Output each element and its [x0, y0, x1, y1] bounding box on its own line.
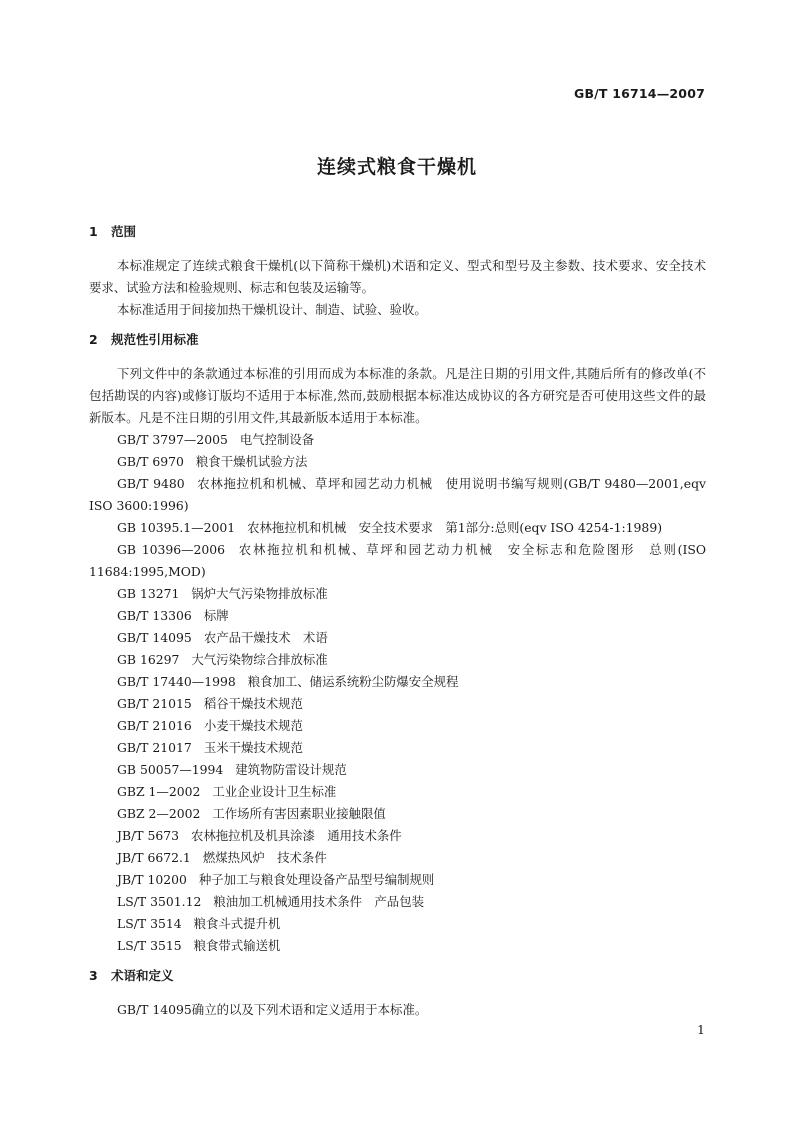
section-3-heading [89, 965, 706, 987]
standard-code: GB/T 16714—2007 [573, 86, 705, 101]
reference-code: GBZ 1—2002 [117, 784, 201, 799]
reference-title: 玉米干燥技术规范 [203, 740, 303, 755]
reference-title: 电气控制设备 [239, 432, 315, 447]
reference-item [89, 759, 706, 781]
reference-code: GBZ 2—2002 [117, 806, 201, 821]
reference-item [89, 715, 706, 737]
reference-code: GB/T 14095 [117, 630, 192, 645]
reference-item [89, 869, 706, 891]
paragraph: 下列文件中的条款通过本标准的引用而成为本标准的条款。凡是注日期的引用文件,其随后所有的修改单(不包括勘误的内容)或修订版均不适用于本标准,然而,鼓励根据本标准达成协议的各方研究是否可使用这些文件的最新版本。凡是不注日期的引用文件,其最新版本适用于本标准。 [89, 366, 706, 425]
reference-code: GB 16297 [117, 652, 180, 667]
document-body [89, 221, 706, 1021]
reference-code: JB/T 10200 [117, 872, 187, 887]
reference-title: 粮食斗式提升机 [193, 916, 281, 931]
reference-code: GB/T 17440—1998 [117, 674, 236, 689]
reference-item [89, 473, 706, 517]
reference-code: LS/T 3514 [117, 916, 182, 931]
reference-title: 建筑物防雷设计规范 [235, 762, 347, 777]
reference-code: GB 50057—1994 [117, 762, 224, 777]
reference-title: 粮油加工机械通用技术条件 产品包装 [213, 894, 424, 909]
reference-item [89, 781, 706, 803]
reference-code: JB/T 6672.1 [117, 850, 191, 865]
document-title: 连续式粮食干燥机 [316, 156, 477, 178]
section-title: 范围 [111, 224, 137, 239]
reference-item [89, 539, 706, 583]
reference-code: GB/T 6970 [117, 454, 184, 469]
reference-title: 粮食带式输送机 [193, 938, 281, 953]
reference-item [89, 517, 706, 539]
paragraph: 本标准适用于间接加热干燥机设计、制造、试验、验收。 [117, 302, 427, 317]
paragraph: 本标准规定了连续式粮食干燥机(以下简称干燥机)术语和定义、型式和型号及主参数、技术要求、安全技术要求、试验方法和检验规则、标志和包装及运输等。 [89, 258, 706, 295]
reference-title: 锅炉大气污染物排放标准 [191, 586, 328, 601]
reference-code: GB/T 3797—2005 [117, 432, 228, 447]
reference-item [89, 649, 706, 671]
reference-title: 农林拖拉机和机械、草坪和园艺动力机械 使用说明书编写规则(GB/T 9480—2001,eqv ISO 3600:1996) [89, 476, 707, 513]
section-number: 2 [89, 332, 98, 347]
section-1-heading [89, 221, 706, 243]
reference-title: 稻谷干燥技术规范 [203, 696, 303, 711]
reference-code: GB/T 21017 [117, 740, 192, 755]
section-title: 规范性引用标准 [111, 332, 199, 347]
normative-reference-list [89, 429, 706, 957]
reference-title: 小麦干燥技术规范 [203, 718, 303, 733]
reference-title: 农林拖拉机和机械、草坪和园艺动力机械 安全标志和危险图形 总则(ISO 11684:1995,MOD) [89, 542, 706, 579]
reference-title: 粮食加工、储运系统粉尘防爆安全规程 [247, 674, 459, 689]
reference-item [89, 891, 706, 913]
reference-title: 农林拖拉机及机具涂漆 通用技术条件 [190, 828, 402, 843]
reference-title: 工业企业设计卫生标准 [212, 784, 337, 799]
reference-item [89, 737, 706, 759]
reference-title: 农产品干燥技术 术语 [203, 630, 328, 645]
reference-code: GB 10396—2006 [117, 542, 226, 557]
section-2-heading [89, 329, 706, 351]
section-number: 1 [89, 224, 98, 239]
reference-title: 标牌 [203, 608, 229, 623]
reference-item [89, 825, 706, 847]
reference-code: LS/T 3501.12 [117, 894, 202, 909]
reference-code: GB 13271 [117, 586, 180, 601]
reference-title: 大气污染物综合排放标准 [191, 652, 328, 667]
reference-title: 粮食干燥机试验方法 [195, 454, 308, 469]
reference-title: 燃煤热风炉 技术条件 [202, 850, 327, 865]
section-title: 术语和定义 [111, 968, 174, 983]
reference-item [89, 913, 706, 935]
reference-item [89, 847, 706, 869]
reference-item [89, 803, 706, 825]
paragraph: GB/T 14095确立的以及下列术语和定义适用于本标准。 [117, 1002, 428, 1017]
reference-title: 农林拖拉机和机械 安全技术要求 第1部分:总则(eqv ISO 4254-1:1989) [247, 520, 663, 535]
reference-item [89, 429, 706, 451]
reference-item [89, 605, 706, 627]
reference-code: LS/T 3515 [117, 938, 182, 953]
reference-code: GB/T 21016 [117, 718, 192, 733]
reference-code: GB 10395.1—2001 [117, 520, 236, 535]
reference-code: JB/T 5673 [117, 828, 179, 843]
reference-code: GB/T 13306 [117, 608, 192, 623]
reference-code: GB/T 21015 [117, 696, 192, 711]
reference-item [89, 935, 706, 957]
reference-item [89, 627, 706, 649]
page-number: 1 [697, 1022, 705, 1037]
reference-item [89, 671, 706, 693]
reference-item [89, 583, 706, 605]
reference-code: GB/T 9480 [117, 476, 185, 491]
reference-title: 种子加工与粮食处理设备产品型号编制规则 [198, 872, 435, 887]
section-number: 3 [89, 968, 98, 983]
reference-item [89, 451, 706, 473]
reference-item [89, 693, 706, 715]
reference-title: 工作场所有害因素职业接触限值 [212, 806, 386, 821]
